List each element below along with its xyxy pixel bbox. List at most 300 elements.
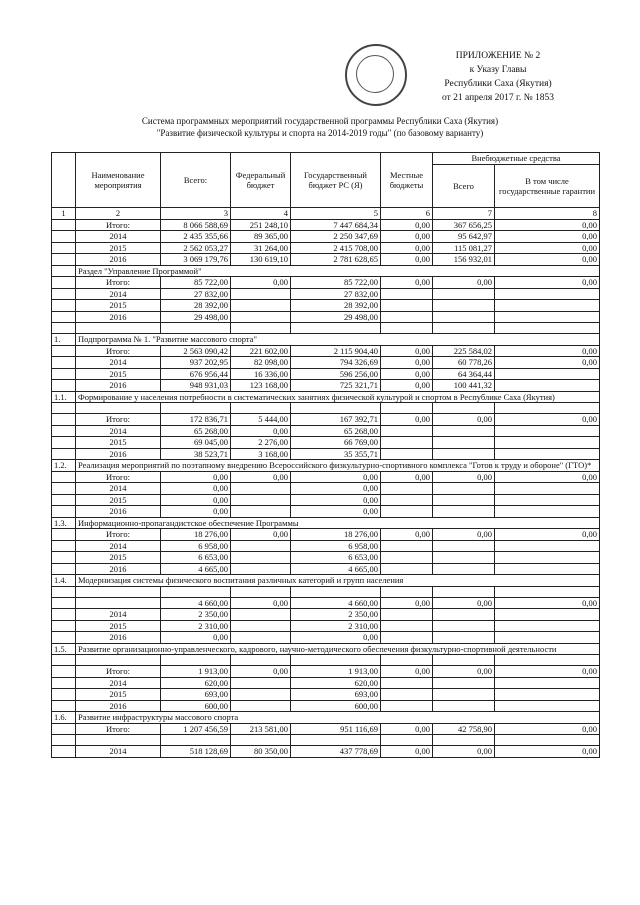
republic-line: Республики Саха (Якутия) [444, 79, 552, 89]
table-cell: 0,00 [381, 471, 433, 483]
table-cell [231, 540, 291, 552]
table-cell [381, 700, 433, 712]
row-label: 2016 [76, 700, 161, 712]
table-cell [495, 735, 600, 746]
table-cell [381, 655, 433, 666]
table-cell: 0,00 [231, 425, 291, 437]
table-cell: 0,00 [495, 231, 600, 243]
table-cell: 28 392,00 [291, 300, 381, 312]
table-cell: 8 066 588,69 [161, 219, 231, 231]
table-cell [52, 311, 76, 323]
table-cell: 0,00 [381, 666, 433, 678]
table-row [52, 277, 600, 289]
row-label: 2015 [76, 494, 161, 506]
table-cell: 4 660,00 [161, 597, 231, 609]
table-cell: 0,00 [231, 597, 291, 609]
table-cell: 0,00 [231, 666, 291, 678]
table-cell: 367 656,25 [433, 219, 495, 231]
row-label: 2014 [76, 231, 161, 243]
table-cell: 80 350,00 [231, 746, 291, 758]
header-off-guarantees: В том числе государственные гарантии [495, 165, 600, 208]
table-cell: 0,00 [381, 345, 433, 357]
row-label: 2015 [76, 689, 161, 701]
table-cell [291, 586, 381, 597]
table-cell [231, 552, 291, 564]
table-cell: 27 832,00 [161, 288, 231, 300]
table-cell: 18 276,00 [161, 529, 231, 541]
row-label: 2015 [76, 242, 161, 254]
table-cell: 0,00 [433, 529, 495, 541]
table-cell [433, 552, 495, 564]
table-cell: 28 392,00 [161, 300, 231, 312]
table-cell: 600,00 [291, 700, 381, 712]
table-cell [52, 632, 76, 644]
row-label: 2016 [76, 448, 161, 460]
table-cell: 123 168,00 [231, 380, 291, 392]
table-cell [52, 323, 76, 334]
table-row [52, 368, 600, 380]
table-cell [495, 323, 600, 334]
title-line-2: "Развитие физической культуры и спорта на 2014-2019 годы" (по базовому варианту) [156, 128, 484, 138]
table-cell: 0,00 [291, 494, 381, 506]
table-row [52, 425, 600, 437]
row-label: Итого: [76, 277, 161, 289]
row-label [76, 597, 161, 609]
table-cell [231, 700, 291, 712]
table-cell [52, 357, 76, 369]
table-cell [381, 609, 433, 621]
table-cell [433, 300, 495, 312]
program-measures-table [51, 152, 600, 758]
table-cell: 0,00 [161, 471, 231, 483]
table-cell [381, 437, 433, 449]
row-label: Итого: [76, 723, 161, 735]
table-cell [381, 506, 433, 518]
table-cell: 60 778,26 [433, 357, 495, 369]
table-cell [52, 471, 76, 483]
table-cell: 100 441,32 [433, 380, 495, 392]
section-title: Раздел "Управление Программой" [76, 265, 600, 277]
table-cell: 0,00 [495, 471, 600, 483]
table-cell: 89 365,00 [231, 231, 291, 243]
section-number: 1. [52, 334, 76, 346]
table-cell [231, 494, 291, 506]
table-cell: 2 310,00 [161, 620, 231, 632]
table-cell [52, 689, 76, 701]
table-cell [495, 311, 600, 323]
table-cell: 65 268,00 [161, 425, 231, 437]
table-cell: 0,00 [433, 597, 495, 609]
table-cell [291, 323, 381, 334]
table-cell: 2 781 628,65 [291, 254, 381, 266]
row-label: Итого: [76, 414, 161, 426]
table-cell [231, 563, 291, 575]
table-cell: 0,00 [495, 723, 600, 735]
table-cell: 82 098,00 [231, 357, 291, 369]
table-cell: 2 115 904,40 [291, 345, 381, 357]
table-cell [495, 368, 600, 380]
table-cell: 0,00 [381, 380, 433, 392]
section-title: Реализация мероприятий по поэтапному внедрению Всероссийского физкультурно-спортивного комплекса "Готов к труду и обороне" (ГТО)* [76, 460, 600, 472]
appendix-number: ПРИЛОЖЕНИЕ № 2 [455, 51, 541, 61]
table-cell [381, 483, 433, 495]
row-label: Итого: [76, 219, 161, 231]
header-state: Государственный бюджет РС (Я) [291, 153, 381, 208]
table-cell [161, 323, 231, 334]
table-cell: 2 276,00 [231, 437, 291, 449]
table-row [52, 483, 600, 495]
table-row [52, 563, 600, 575]
row-label: Итого: [76, 345, 161, 357]
section-row [52, 460, 600, 472]
table-cell: 29 498,00 [291, 311, 381, 323]
table-cell [381, 403, 433, 414]
header-row-1 [52, 153, 600, 165]
table-cell: 0,00 [381, 597, 433, 609]
table-cell: 2 310,00 [291, 620, 381, 632]
table-cell: 6 958,00 [291, 540, 381, 552]
section-number: 1.3. [52, 517, 76, 529]
table-cell: 156 932,01 [433, 254, 495, 266]
table-cell: 27 832,00 [291, 288, 381, 300]
colnum: 8 [495, 208, 600, 220]
row-label: 2016 [76, 563, 161, 575]
table-cell: 38 523,71 [161, 448, 231, 460]
table-cell [433, 323, 495, 334]
table-cell [161, 586, 231, 597]
table-cell [495, 403, 600, 414]
table-cell [433, 540, 495, 552]
table-cell [52, 563, 76, 575]
table-cell: 0,00 [381, 529, 433, 541]
table-cell [495, 425, 600, 437]
section-number: 1.2. [52, 460, 76, 472]
table-cell [381, 735, 433, 746]
table-cell [381, 540, 433, 552]
table-cell: 693,00 [291, 689, 381, 701]
table-row [52, 345, 600, 357]
section-title: Модернизация системы физического воспитания различных категорий и групп населения [76, 575, 600, 587]
table-cell: 437 778,69 [291, 746, 381, 758]
table-cell [52, 437, 76, 449]
table-cell: 6 653,00 [291, 552, 381, 564]
colnum: 3 [161, 208, 231, 220]
table-cell: 620,00 [291, 677, 381, 689]
table-row [52, 700, 600, 712]
table-cell [161, 403, 231, 414]
table-cell [381, 288, 433, 300]
table-cell: 0,00 [495, 414, 600, 426]
column-number-row [52, 208, 600, 220]
table-cell: 0,00 [231, 529, 291, 541]
table-cell: 693,00 [161, 689, 231, 701]
table-cell [495, 437, 600, 449]
table-cell [433, 655, 495, 666]
table-cell [231, 655, 291, 666]
table-row [52, 242, 600, 254]
section-row [52, 265, 600, 277]
table-cell [52, 620, 76, 632]
table-cell [52, 597, 76, 609]
table-cell [433, 632, 495, 644]
table-cell [52, 655, 76, 666]
colnum: 1 [52, 208, 76, 220]
section-number: 1.4. [52, 575, 76, 587]
table-cell [52, 425, 76, 437]
table-cell: 0,00 [433, 666, 495, 678]
table-cell [76, 403, 161, 414]
table-cell [433, 288, 495, 300]
table-cell [52, 403, 76, 414]
table-cell: 0,00 [495, 666, 600, 678]
table-cell: 0,00 [495, 597, 600, 609]
row-label: 2015 [76, 620, 161, 632]
table-cell: 213 581,00 [231, 723, 291, 735]
table-cell [231, 483, 291, 495]
table-cell: 1 207 456,59 [161, 723, 231, 735]
table-row [52, 254, 600, 266]
table-cell [52, 586, 76, 597]
table-cell [381, 448, 433, 460]
table-row [52, 609, 600, 621]
colnum: 6 [381, 208, 433, 220]
table-cell [52, 494, 76, 506]
table-cell [76, 655, 161, 666]
table-cell: 1 913,00 [161, 666, 231, 678]
table-cell: 2 562 053,27 [161, 242, 231, 254]
table-cell [231, 586, 291, 597]
table-cell [433, 506, 495, 518]
table-cell: 0,00 [495, 219, 600, 231]
table-cell [52, 288, 76, 300]
table-cell [291, 735, 381, 746]
table-cell [381, 552, 433, 564]
table-row [52, 540, 600, 552]
table-cell: 518 128,69 [161, 746, 231, 758]
table-cell [495, 380, 600, 392]
table-cell: 0,00 [291, 471, 381, 483]
table-cell: 18 276,00 [291, 529, 381, 541]
table-cell [76, 323, 161, 334]
table-cell: 0,00 [231, 277, 291, 289]
table-cell [381, 323, 433, 334]
table-cell [231, 311, 291, 323]
table-cell [381, 677, 433, 689]
table-cell [52, 414, 76, 426]
blank-row [52, 403, 600, 414]
table-cell [52, 506, 76, 518]
section-row [52, 334, 600, 346]
table-cell [495, 677, 600, 689]
table-cell: 620,00 [161, 677, 231, 689]
row-label: 2015 [76, 300, 161, 312]
table-cell [52, 666, 76, 678]
table-cell: 6 653,00 [161, 552, 231, 564]
table-cell [433, 437, 495, 449]
table-cell: 95 642,97 [433, 231, 495, 243]
table-cell [76, 586, 161, 597]
table-cell: 6 958,00 [161, 540, 231, 552]
table-row [52, 620, 600, 632]
table-cell [381, 300, 433, 312]
table-cell: 0,00 [161, 483, 231, 495]
table-cell: 0,00 [231, 471, 291, 483]
table-cell [231, 323, 291, 334]
table-cell [381, 632, 433, 644]
table-cell: 0,00 [161, 506, 231, 518]
header-local: Местные бюджеты [381, 153, 433, 208]
table-cell: 0,00 [381, 357, 433, 369]
table-cell [52, 254, 76, 266]
table-cell [495, 448, 600, 460]
table-cell: 225 584,02 [433, 345, 495, 357]
table-cell: 0,00 [495, 242, 600, 254]
table-cell [52, 368, 76, 380]
table-cell [231, 735, 291, 746]
table-cell: 600,00 [161, 700, 231, 712]
table-cell [52, 529, 76, 541]
table-cell: 0,00 [433, 277, 495, 289]
table-cell [495, 483, 600, 495]
table-cell [52, 231, 76, 243]
section-row [52, 391, 600, 403]
table-cell [433, 586, 495, 597]
section-row [52, 575, 600, 587]
table-row [52, 471, 600, 483]
table-cell: 0,00 [291, 632, 381, 644]
table-cell [433, 677, 495, 689]
table-cell [52, 735, 76, 746]
table-cell [381, 494, 433, 506]
table-cell: 725 321,71 [291, 380, 381, 392]
row-label: 2015 [76, 552, 161, 564]
row-label: 2014 [76, 483, 161, 495]
table-cell [381, 620, 433, 632]
table-cell: 221 602,00 [231, 345, 291, 357]
table-cell [231, 506, 291, 518]
table-cell [495, 300, 600, 312]
table-cell: 0,00 [381, 219, 433, 231]
table-cell: 676 956,44 [161, 368, 231, 380]
colnum: 4 [231, 208, 291, 220]
table-cell [433, 494, 495, 506]
table-cell: 29 498,00 [161, 311, 231, 323]
table-cell [433, 700, 495, 712]
table-cell [433, 620, 495, 632]
table-cell: 0,00 [495, 529, 600, 541]
table-cell [433, 311, 495, 323]
table-cell: 130 619,10 [231, 254, 291, 266]
table-cell: 85 722,00 [161, 277, 231, 289]
table-cell [433, 609, 495, 621]
row-label: 2016 [76, 506, 161, 518]
blank-row [52, 735, 600, 746]
table-cell: 31 264,00 [231, 242, 291, 254]
appendix-header [398, 49, 598, 105]
table-cell [161, 655, 231, 666]
table-cell: 115 081,27 [433, 242, 495, 254]
table-cell: 0,00 [495, 345, 600, 357]
table-cell: 0,00 [381, 368, 433, 380]
table-cell: 4 660,00 [291, 597, 381, 609]
table-cell [381, 425, 433, 437]
table-cell [231, 300, 291, 312]
table-cell [291, 403, 381, 414]
header-offbudget: Внебюджетные средства [433, 153, 600, 165]
row-label: 2014 [76, 425, 161, 437]
table-cell: 0,00 [381, 231, 433, 243]
table-row [52, 494, 600, 506]
row-label: 2016 [76, 632, 161, 644]
table-row [52, 357, 600, 369]
table-row [52, 666, 600, 678]
decree-date: от 21 апреля 2017 г. № 1853 [441, 93, 555, 103]
section-number: 1.5. [52, 643, 76, 655]
table-row [52, 506, 600, 518]
table-cell: 66 769,00 [291, 437, 381, 449]
table-cell [433, 425, 495, 437]
table-cell: 1 913,00 [291, 666, 381, 678]
section-row [52, 712, 600, 724]
table-cell [495, 288, 600, 300]
header-off-total: Всего [433, 165, 495, 208]
table-cell: 4 665,00 [291, 563, 381, 575]
table-row [52, 632, 600, 644]
table-row [52, 311, 600, 323]
section-title: Информационно-пропагандистское обеспечение Программы [76, 517, 600, 529]
table-cell [52, 540, 76, 552]
table-body [52, 219, 600, 757]
table-row [52, 597, 600, 609]
section-title: Формирование у населения потребности в систематических занятиях физической культурой и спортом в Республике Саха (Якутия) [76, 391, 600, 403]
table-cell [231, 403, 291, 414]
blank-row [52, 586, 600, 597]
table-row [52, 677, 600, 689]
section-number [52, 265, 76, 277]
table-cell [52, 723, 76, 735]
table-cell [231, 677, 291, 689]
table-cell: 0,00 [161, 632, 231, 644]
table-cell [381, 563, 433, 575]
table-cell [381, 689, 433, 701]
table-cell: 35 355,71 [291, 448, 381, 460]
table-cell: 5 444,00 [231, 414, 291, 426]
colnum: 5 [291, 208, 381, 220]
table-cell [161, 735, 231, 746]
table-cell: 7 447 684,34 [291, 219, 381, 231]
table-cell: 0,00 [433, 746, 495, 758]
table-cell: 951 116,69 [291, 723, 381, 735]
table-cell [495, 609, 600, 621]
table-row [52, 231, 600, 243]
table-cell [433, 483, 495, 495]
table-cell [495, 552, 600, 564]
decree-line: к Указу Главы [469, 65, 527, 75]
table-cell: 937 202,95 [161, 357, 231, 369]
table-cell: 4 665,00 [161, 563, 231, 575]
table-cell [52, 483, 76, 495]
table-cell [231, 689, 291, 701]
table-cell [52, 609, 76, 621]
table-row [52, 746, 600, 758]
table-cell: 3 069 179,76 [161, 254, 231, 266]
table-cell [291, 655, 381, 666]
table-row [52, 448, 600, 460]
table-row [52, 437, 600, 449]
table-cell [433, 448, 495, 460]
table-cell [495, 563, 600, 575]
row-label: 2014 [76, 540, 161, 552]
